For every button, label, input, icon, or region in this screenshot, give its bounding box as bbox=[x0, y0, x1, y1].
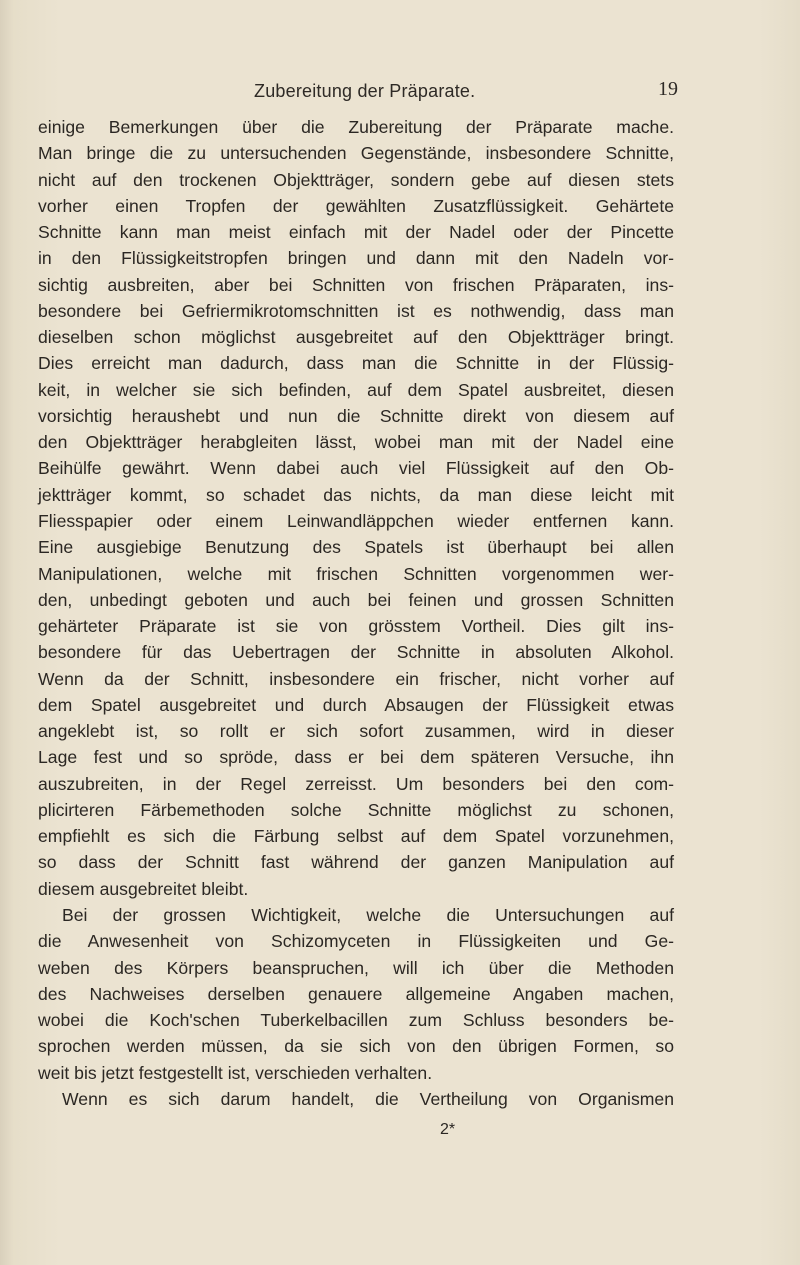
text-line: Wenn da der Schnitt, insbesondere ein frischer, nicht vorher auf bbox=[38, 668, 674, 689]
text-line: nicht auf den trockenen Objektträger, sondern gebe auf diesen stets bbox=[38, 169, 674, 190]
text-line-paragraph-end: diesem ausgebreitet bleibt. bbox=[38, 878, 249, 899]
running-head bbox=[0, 78, 800, 107]
text-line: sprochen werden müssen, da sie sich von den übrigen Formen, so bbox=[38, 1036, 674, 1057]
text-line-paragraph-start: Bei der grossen Wichtigkeit, welche die Untersuchungen auf bbox=[62, 904, 674, 925]
text-line: besondere bei Gefriermikrotomschnitten ist es nothwendig, dass man bbox=[38, 300, 674, 321]
text-line: empfiehlt es sich die Färbung selbst auf dem Spatel vorzunehmen, bbox=[38, 826, 674, 847]
text-line: plicirteren Färbemethoden solche Schnitte möglichst zu schonen, bbox=[38, 799, 674, 820]
text-line: Beihülfe gewährt. Wenn dabei auch viel Flüssigkeit auf den Ob- bbox=[38, 458, 674, 479]
text-line: keit, in welcher sie sich befinden, auf dem Spatel ausbreitet, diesen bbox=[38, 379, 674, 400]
text-line: Eine ausgiebige Benutzung des Spatels ist überhaupt bei allen bbox=[38, 537, 674, 558]
text-line: den, unbedingt geboten und auch bei feinen und grossen Schnitten bbox=[38, 589, 674, 610]
signature-mark: 2* bbox=[440, 1121, 456, 1138]
text-line-paragraph-end: weit bis jetzt festgestellt ist, verschieden verhalten. bbox=[38, 1062, 433, 1083]
text-line: jektträger kommt, so schadet das nichts, da man diese leicht mit bbox=[38, 484, 674, 505]
body-text bbox=[38, 114, 674, 1112]
text-line: vorsichtig heraushebt und nun die Schnitte direkt von diesem auf bbox=[38, 405, 674, 426]
page-number: 19 bbox=[658, 78, 678, 100]
text-line: weben des Körpers beanspruchen, will ich über die Methoden bbox=[38, 957, 674, 978]
text-line: in den Flüssigkeitstropfen bringen und dann mit den Nadeln vor- bbox=[38, 248, 674, 269]
text-line: auszubreiten, in der Regel zerreisst. Um besonders bei den com- bbox=[38, 773, 674, 794]
text-line: sichtig ausbreiten, aber bei Schnitten von frischen Präparaten, ins- bbox=[38, 274, 674, 295]
text-line: Schnitte kann man meist einfach mit der Nadel oder der Pincette bbox=[38, 222, 674, 243]
text-line: einige Bemerkungen über die Zubereitung der Präparate mache. bbox=[38, 117, 674, 137]
text-line: besondere für das Uebertragen der Schnitte in absoluten Alkohol. bbox=[38, 642, 674, 663]
text-line: gehärteter Präparate ist sie von grösstem Vortheil. Dies gilt ins- bbox=[38, 616, 674, 637]
text-line: die Anwesenheit von Schizomyceten in Flüssigkeiten und Ge- bbox=[38, 931, 674, 952]
text-line: Dies erreicht man dadurch, dass man die Schnitte in der Flüssig- bbox=[38, 353, 674, 374]
text-line: des Nachweises derselben genauere allgemeine Angaben machen, bbox=[38, 983, 674, 1004]
text-line: Lage fest und so spröde, dass er bei dem späteren Versuche, ihn bbox=[38, 747, 674, 768]
text-line: Man bringe die zu untersuchenden Gegenstände, insbesondere Schnitte, bbox=[38, 143, 674, 164]
text-line: dieselben schon möglichst ausgebreitet auf den Objektträger bringt. bbox=[38, 327, 674, 348]
text-line: den Objektträger herabgleiten lässt, wobei man mit der Nadel eine bbox=[38, 432, 674, 453]
text-line: Manipulationen, welche mit frischen Schnitten vorgenommen wer- bbox=[38, 563, 674, 584]
text-line: angeklebt ist, so rollt er sich sofort zusammen, wird in dieser bbox=[38, 721, 674, 742]
text-line: Fliesspapier oder einem Leinwandläppchen wieder entfernen kann. bbox=[38, 510, 674, 531]
text-line-paragraph-start: Wenn es sich darum handelt, die Vertheilung von Organismen bbox=[62, 1088, 674, 1109]
text-line: vorher einen Tropfen der gewählten Zusatzflüssigkeit. Gehärtete bbox=[38, 195, 674, 216]
running-title: Zubereitung der Präparate. bbox=[254, 81, 476, 101]
text-line: wobei die Koch'schen Tuberkelbacillen zum Schluss besonders be- bbox=[38, 1010, 674, 1031]
text-line: dem Spatel ausgebreitet und durch Absaugen der Flüssigkeit etwas bbox=[38, 694, 674, 715]
text-line: so dass der Schnitt fast während der ganzen Manipulation auf bbox=[38, 852, 674, 873]
